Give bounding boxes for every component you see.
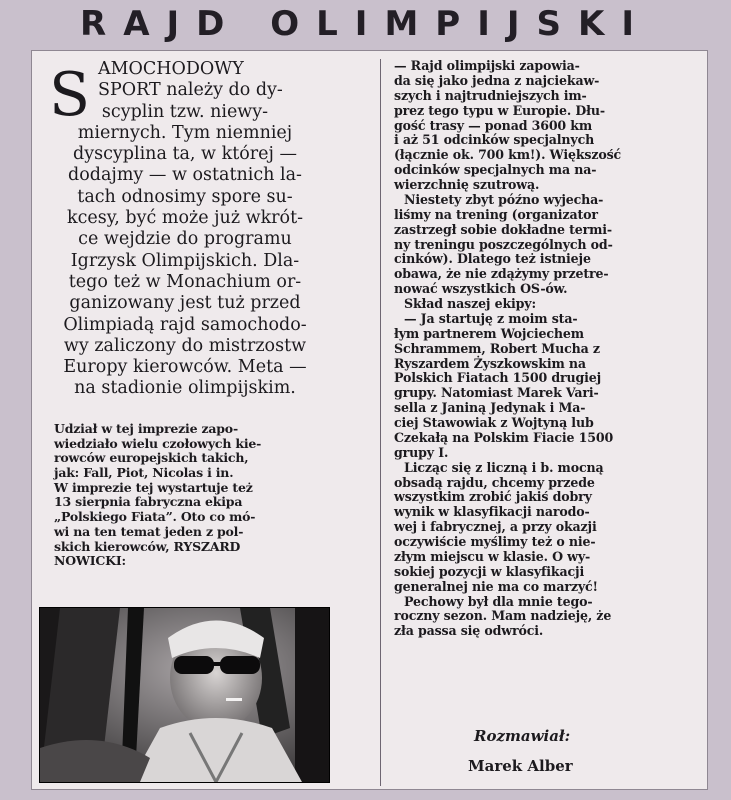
body-line: Niestety zbyt późno wyjecha- xyxy=(404,191,604,207)
intro-line: Udział w tej imprezie zapo- xyxy=(54,421,238,436)
lead-line: tach odnosimy spore su- xyxy=(77,186,293,207)
body-line: roczny sezon. Mam nadzieję, że xyxy=(394,608,612,624)
body-line: zła passa się odwróci. xyxy=(394,623,544,639)
lead-line: scyplin tzw. niewy- xyxy=(101,101,269,122)
body-line: Pechowy był dla mnie tego- xyxy=(404,593,593,609)
drop-cap: S xyxy=(49,60,91,130)
intro-line: wiedziało wielu czołowych kie- xyxy=(54,435,262,451)
lead-line: ganizowany jest tuż przed xyxy=(69,293,301,314)
body-line: zastrzegł sobie dokładne termi- xyxy=(394,221,612,237)
intro-paragraph xyxy=(54,422,334,569)
body-line: Czekałą na Polskim Fiacie 1500 xyxy=(394,429,614,445)
body-line: Licząc się z liczną i b. mocną xyxy=(404,459,604,475)
body-line: Polskich Fiatach 1500 drugiej xyxy=(394,370,602,386)
body-line: grupy I. xyxy=(394,444,449,460)
body-line: złym miejscu w klasie. O wy- xyxy=(394,548,591,564)
body-line: Schrammem, Robert Mucha z xyxy=(394,340,600,356)
body-line: da się jako jedna z najciekaw- xyxy=(394,72,600,88)
body-line: obawa, że nie zdążymy przetre- xyxy=(394,266,609,282)
intro-line: NOWICKI: xyxy=(54,553,126,569)
lead-line: wy zaliczony do mistrzostw xyxy=(63,335,307,356)
lead-line: dyscyplina ta, w której — xyxy=(73,144,297,165)
lead-line: dodajmy — w ostatnich la- xyxy=(68,165,302,186)
body-line: ny treningu poszczególnych od- xyxy=(394,236,613,252)
driver-photo-image xyxy=(40,608,329,782)
body-line: Skład naszej ekipy: xyxy=(404,296,536,311)
body-line: wynik w klasyfikacji narodo- xyxy=(394,504,590,520)
body-line: szych i najtrudniejszych im- xyxy=(394,87,587,103)
lead-line: Europy kierowców. Meta — xyxy=(63,357,307,378)
interview-text xyxy=(394,59,702,639)
body-line: gość trasy — ponad 3600 km xyxy=(394,117,593,133)
body-line: cinków). Dlatego też istnieje xyxy=(394,251,591,267)
intro-line: jak: Fall, Piot, Nicolas i in. xyxy=(54,465,234,481)
lead-line: miernych. Tym niemniej xyxy=(77,122,293,143)
signature-label: Rozmawiał: xyxy=(474,727,571,745)
intro-line: rowców europejskich takich, xyxy=(54,450,249,466)
body-line: odcinków specjalnych ma na- xyxy=(394,162,597,178)
body-line: łym partnerem Wojciechem xyxy=(394,325,584,341)
lead-line: tego też w Monachium or- xyxy=(68,271,302,292)
body-line: generalnej nie ma co marzyć! xyxy=(394,578,598,594)
body-line: wszystkim zrobić jakiś dobry xyxy=(394,489,592,505)
body-line: grupy. Natomiast Marek Vari- xyxy=(394,385,599,401)
body-line: nować wszystkich OS-ów. xyxy=(394,281,568,297)
signature-name: Marek Alber xyxy=(468,757,573,775)
lead-line: Olimpiadą rajd samochodo- xyxy=(63,314,307,335)
body-line: (łącznie ok. 700 km!). Większość xyxy=(394,147,622,163)
body-line: ciej Stawowiak z Wojtyną lub xyxy=(394,415,594,430)
lead-line: na stadionie olimpijskim. xyxy=(74,378,296,399)
body-line: — Ja startuję z moim sta- xyxy=(404,310,578,326)
column-divider xyxy=(380,59,381,786)
lead-line: SPORT należy do dy- xyxy=(98,80,283,101)
body-line: Ryszardem Żyszkowskim na xyxy=(394,355,586,371)
article-title: RAJD OLIMPIJSKI xyxy=(80,4,651,44)
body-line: oczywiście myślimy też o nie- xyxy=(394,534,596,549)
body-line: liśmy na trening (organizator xyxy=(394,206,598,222)
driver-photo xyxy=(39,607,330,783)
intro-line: skich kierowców, RYSZARD xyxy=(54,538,241,554)
body-line: wej i fabrycznej, a przy okazji xyxy=(394,519,597,535)
body-line: i aż 51 odcinków specjalnych xyxy=(394,132,595,148)
lead-line: Igrzysk Olimpijskich. Dla- xyxy=(70,250,300,271)
lead-paragraph xyxy=(40,59,330,400)
body-line: — Rajd olimpijski zapowia- xyxy=(394,58,580,73)
body-line: wierzchnię szutrową. xyxy=(394,177,540,192)
body-line: sokiej pozycji w klasyfikacji xyxy=(394,563,585,579)
article-frame xyxy=(31,50,708,790)
lead-line: ce wejdzie do programu xyxy=(78,229,292,250)
body-line: obsadą rajdu, chcemy przede xyxy=(394,474,595,490)
intro-line: wi na ten temat jeden z pol- xyxy=(54,523,244,539)
lead-line: kcesy, być może już wkrót- xyxy=(66,208,304,229)
lead-line: AMOCHODOWY xyxy=(98,59,244,79)
intro-line: 13 sierpnia fabryczna ekipa xyxy=(54,494,243,510)
intro-line: „Polskiego Fiata”. Oto co mó- xyxy=(54,509,256,525)
body-line: prez tego typu w Europie. Dłu- xyxy=(394,102,605,118)
body-lines xyxy=(394,59,702,639)
body-line: sella z Janiną Jedynak i Ma- xyxy=(394,400,586,416)
intro-lines xyxy=(54,422,334,569)
intro-line: W imprezie tej wystartuje też xyxy=(54,479,253,495)
